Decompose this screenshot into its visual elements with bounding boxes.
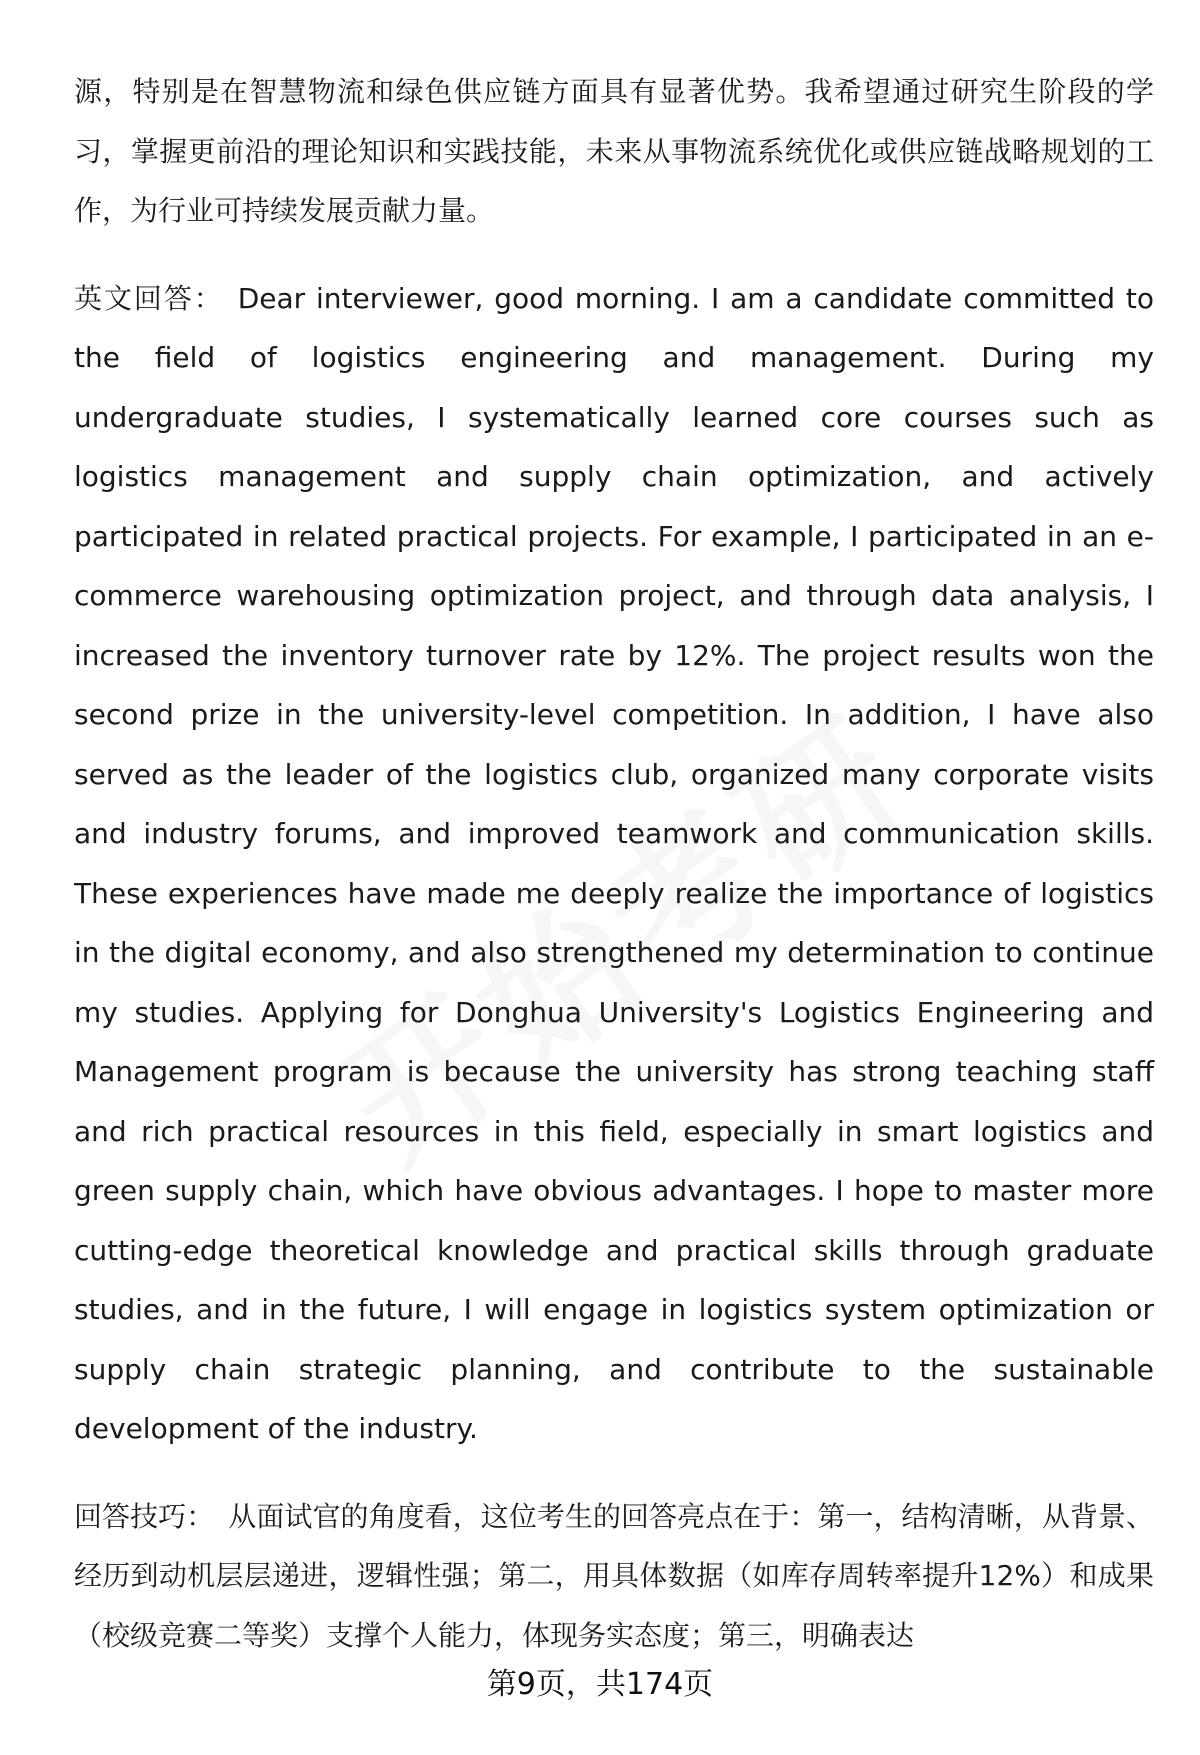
page-indicator: 第9页，共174页: [486, 1667, 714, 1702]
answer-tips-text: 从面试官的角度看，这位考生的回答亮点在于：第一，结构清晰，从背景、经历到动机层层递进，逻辑性强；第二，用具体数据（如库存周转率提升12%）和成果（校级竞赛二等奖）支撑个人能力，体现务实态度；第三，明确表达: [74, 1499, 1154, 1652]
document-page: [74, 62, 1154, 1693]
answer-tips-paragraph: [74, 1487, 1154, 1666]
english-answer-paragraph: [74, 269, 1154, 1459]
english-answer-text: Dear interviewer, good morning. I am a candidate committed to the field of logistics engineering and management. During my undergraduate studies, I systematically learned core courses such as logistics management and supply chain optimization, and actively participated in related practical projects. For example, I participated in an e-commerce warehousing optimization project, and through data analysis, I increased the inventory turnover rate by 12%. The project results won the second prize in the university-level competition. In addition, I have also served as the leader of the logistics club, organized many corporate visits and industry forums, and improved teamwork and communication skills. These experiences have made me deeply realize the importance of logistics in the digital economy, and also strengthened my determination to continue my studies. Applying for Donghua University's Logistics Engineering and Management program is because the university has strong teaching staff and rich practical resources in this field, especially in smart logistics and green supply chain, which have obvious advantages. I hope to master more cutting-edge theoretical knowledge and practical skills through graduate studies, and in the future, I will engage in logistics system optimization or supply chain strategic planning, and contribute to the sustainable development of the industry.: [74, 281, 1154, 1445]
answer-tips-label: 回答技巧：: [74, 1499, 215, 1533]
intro-tail-paragraph: [74, 62, 1154, 241]
english-answer-label: 英文回答：: [74, 281, 224, 315]
intro-tail-text: 源，特别是在智慧物流和绿色供应链方面具有显著优势。我希望通过研究生阶段的学习，掌握更前沿的理论知识和实践技能，未来从事物流系统优化或供应链战略规划的工作，为行业可持续发展贡献力量。: [74, 75, 1154, 227]
